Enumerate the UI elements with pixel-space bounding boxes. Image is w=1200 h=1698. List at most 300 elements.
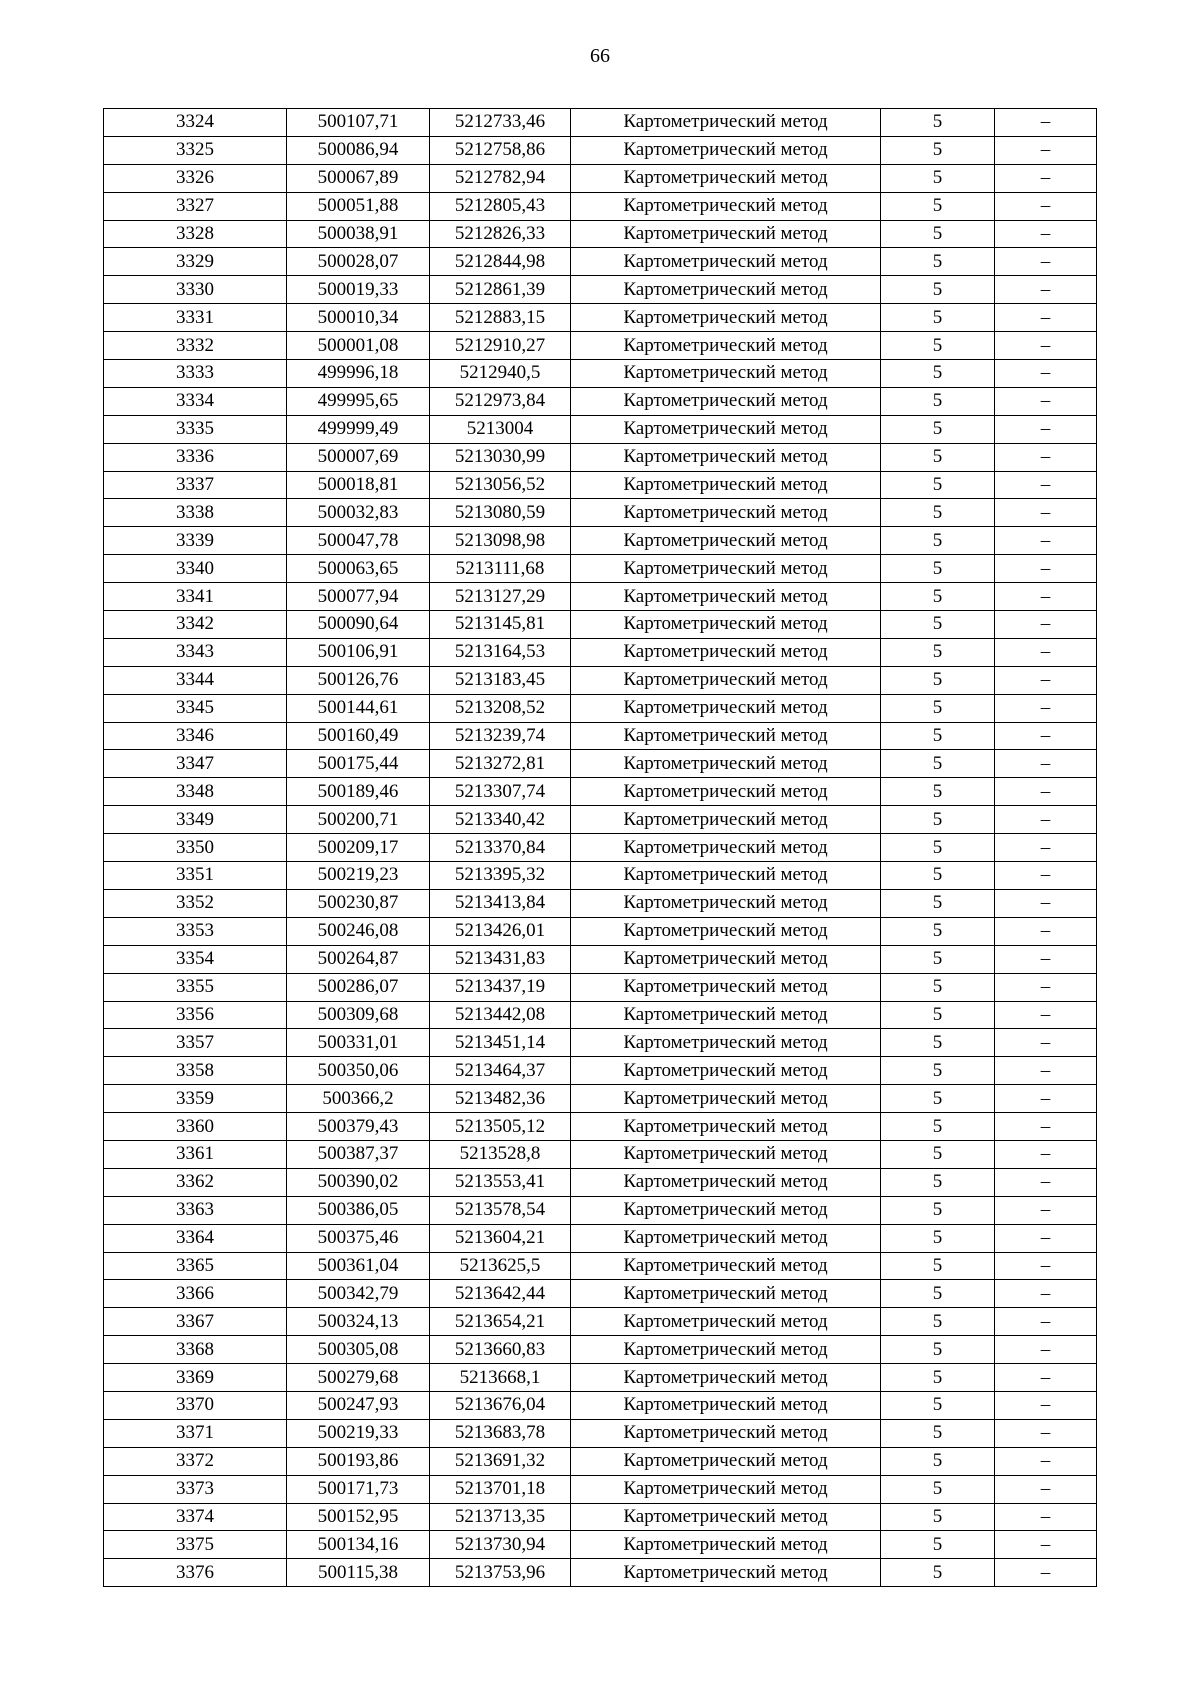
- precision-cell: 5: [881, 722, 995, 750]
- table-row: [104, 778, 1097, 806]
- point-number-cell: 3324: [104, 109, 287, 137]
- y-coordinate-cell: 5213442,08: [430, 1001, 571, 1029]
- table-body: [104, 109, 1097, 1587]
- point-number-cell: 3346: [104, 722, 287, 750]
- point-number-cell: 3337: [104, 471, 287, 499]
- description-cell: –: [995, 360, 1097, 388]
- point-number-cell: 3370: [104, 1391, 287, 1419]
- point-number-cell: 3328: [104, 220, 287, 248]
- table-row: [104, 1336, 1097, 1364]
- x-coordinate-cell: 500230,87: [287, 889, 430, 917]
- method-cell: Картометрический метод: [571, 1308, 881, 1336]
- table-row: [104, 1196, 1097, 1224]
- description-cell: –: [995, 1001, 1097, 1029]
- precision-cell: 5: [881, 889, 995, 917]
- y-coordinate-cell: 5213625,5: [430, 1252, 571, 1280]
- method-cell: Картометрический метод: [571, 694, 881, 722]
- x-coordinate-cell: 500160,49: [287, 722, 430, 750]
- table-row: [104, 806, 1097, 834]
- table-row: [104, 945, 1097, 973]
- coordinates-table: [103, 108, 1097, 1587]
- method-cell: Картометрический метод: [571, 1391, 881, 1419]
- y-coordinate-cell: 5213004: [430, 415, 571, 443]
- description-cell: –: [995, 415, 1097, 443]
- x-coordinate-cell: 500350,06: [287, 1057, 430, 1085]
- table-row: [104, 1308, 1097, 1336]
- y-coordinate-cell: 5213642,44: [430, 1280, 571, 1308]
- x-coordinate-cell: 500387,37: [287, 1140, 430, 1168]
- description-cell: –: [995, 1029, 1097, 1057]
- x-coordinate-cell: 500375,46: [287, 1224, 430, 1252]
- point-number-cell: 3361: [104, 1140, 287, 1168]
- description-cell: –: [995, 248, 1097, 276]
- point-number-cell: 3348: [104, 778, 287, 806]
- x-coordinate-cell: 500032,83: [287, 499, 430, 527]
- description-cell: –: [995, 192, 1097, 220]
- method-cell: Картометрический метод: [571, 1280, 881, 1308]
- table-row: [104, 917, 1097, 945]
- method-cell: Картометрический метод: [571, 806, 881, 834]
- method-cell: Картометрический метод: [571, 415, 881, 443]
- method-cell: Картометрический метод: [571, 443, 881, 471]
- point-number-cell: 3372: [104, 1447, 287, 1475]
- x-coordinate-cell: 500366,2: [287, 1085, 430, 1113]
- point-number-cell: 3355: [104, 973, 287, 1001]
- point-number-cell: 3347: [104, 750, 287, 778]
- precision-cell: 5: [881, 304, 995, 332]
- point-number-cell: 3353: [104, 917, 287, 945]
- point-number-cell: 3336: [104, 443, 287, 471]
- description-cell: –: [995, 1559, 1097, 1587]
- description-cell: –: [995, 917, 1097, 945]
- precision-cell: 5: [881, 1419, 995, 1447]
- table-row: [104, 136, 1097, 164]
- precision-cell: 5: [881, 471, 995, 499]
- precision-cell: 5: [881, 1113, 995, 1141]
- method-cell: Картометрический метод: [571, 248, 881, 276]
- x-coordinate-cell: 500063,65: [287, 555, 430, 583]
- table-row: [104, 1001, 1097, 1029]
- description-cell: –: [995, 109, 1097, 137]
- description-cell: –: [995, 1391, 1097, 1419]
- method-cell: Картометрический метод: [571, 1140, 881, 1168]
- table-row: [104, 722, 1097, 750]
- table-row: [104, 443, 1097, 471]
- y-coordinate-cell: 5213505,12: [430, 1113, 571, 1141]
- precision-cell: 5: [881, 1475, 995, 1503]
- precision-cell: 5: [881, 136, 995, 164]
- y-coordinate-cell: 5213056,52: [430, 471, 571, 499]
- method-cell: Картометрический метод: [571, 555, 881, 583]
- point-number-cell: 3375: [104, 1531, 287, 1559]
- precision-cell: 5: [881, 1001, 995, 1029]
- method-cell: Картометрический метод: [571, 527, 881, 555]
- x-coordinate-cell: 500115,38: [287, 1559, 430, 1587]
- point-number-cell: 3376: [104, 1559, 287, 1587]
- table-row: [104, 666, 1097, 694]
- precision-cell: 5: [881, 1503, 995, 1531]
- description-cell: –: [995, 1364, 1097, 1392]
- x-coordinate-cell: 500051,88: [287, 192, 430, 220]
- y-coordinate-cell: 5213080,59: [430, 499, 571, 527]
- table-row: [104, 583, 1097, 611]
- point-number-cell: 3327: [104, 192, 287, 220]
- table-row: [104, 1531, 1097, 1559]
- precision-cell: 5: [881, 1447, 995, 1475]
- method-cell: Картометрический метод: [571, 611, 881, 639]
- x-coordinate-cell: 500247,93: [287, 1391, 430, 1419]
- precision-cell: 5: [881, 164, 995, 192]
- precision-cell: 5: [881, 611, 995, 639]
- y-coordinate-cell: 5212910,27: [430, 332, 571, 360]
- precision-cell: 5: [881, 499, 995, 527]
- description-cell: –: [995, 164, 1097, 192]
- point-number-cell: 3369: [104, 1364, 287, 1392]
- table-row: [104, 862, 1097, 890]
- table-row: [104, 973, 1097, 1001]
- method-cell: Картометрический метод: [571, 834, 881, 862]
- table-row: [104, 1057, 1097, 1085]
- table-row: [104, 834, 1097, 862]
- y-coordinate-cell: 5213660,83: [430, 1336, 571, 1364]
- method-cell: Картометрический метод: [571, 1336, 881, 1364]
- description-cell: –: [995, 945, 1097, 973]
- table-row: [104, 248, 1097, 276]
- table-row: [104, 1140, 1097, 1168]
- table-row: [104, 1168, 1097, 1196]
- precision-cell: 5: [881, 583, 995, 611]
- description-cell: –: [995, 555, 1097, 583]
- table-row: [104, 750, 1097, 778]
- method-cell: Картометрический метод: [571, 1001, 881, 1029]
- description-cell: –: [995, 638, 1097, 666]
- method-cell: Картометрический метод: [571, 722, 881, 750]
- description-cell: –: [995, 1531, 1097, 1559]
- x-coordinate-cell: 500209,17: [287, 834, 430, 862]
- description-cell: –: [995, 1280, 1097, 1308]
- y-coordinate-cell: 5213098,98: [430, 527, 571, 555]
- y-coordinate-cell: 5213691,32: [430, 1447, 571, 1475]
- point-number-cell: 3330: [104, 276, 287, 304]
- method-cell: Картометрический метод: [571, 360, 881, 388]
- x-coordinate-cell: 500038,91: [287, 220, 430, 248]
- precision-cell: 5: [881, 1531, 995, 1559]
- x-coordinate-cell: 500010,34: [287, 304, 430, 332]
- point-number-cell: 3368: [104, 1336, 287, 1364]
- precision-cell: 5: [881, 1196, 995, 1224]
- y-coordinate-cell: 5213239,74: [430, 722, 571, 750]
- description-cell: –: [995, 1057, 1097, 1085]
- precision-cell: 5: [881, 220, 995, 248]
- description-cell: –: [995, 750, 1097, 778]
- method-cell: Картометрический метод: [571, 1085, 881, 1113]
- precision-cell: 5: [881, 415, 995, 443]
- x-coordinate-cell: 500279,68: [287, 1364, 430, 1392]
- x-coordinate-cell: 500361,04: [287, 1252, 430, 1280]
- point-number-cell: 3350: [104, 834, 287, 862]
- description-cell: –: [995, 778, 1097, 806]
- y-coordinate-cell: 5213145,81: [430, 611, 571, 639]
- x-coordinate-cell: 500047,78: [287, 527, 430, 555]
- point-number-cell: 3342: [104, 611, 287, 639]
- x-coordinate-cell: 500077,94: [287, 583, 430, 611]
- x-coordinate-cell: 499996,18: [287, 360, 430, 388]
- table-row: [104, 1224, 1097, 1252]
- method-cell: Картометрический метод: [571, 1029, 881, 1057]
- table-row: [104, 611, 1097, 639]
- precision-cell: 5: [881, 666, 995, 694]
- y-coordinate-cell: 5213127,29: [430, 583, 571, 611]
- x-coordinate-cell: 500144,61: [287, 694, 430, 722]
- description-cell: –: [995, 889, 1097, 917]
- description-cell: –: [995, 499, 1097, 527]
- precision-cell: 5: [881, 973, 995, 1001]
- point-number-cell: 3349: [104, 806, 287, 834]
- description-cell: –: [995, 1140, 1097, 1168]
- point-number-cell: 3343: [104, 638, 287, 666]
- table-row: [104, 387, 1097, 415]
- x-coordinate-cell: 500386,05: [287, 1196, 430, 1224]
- point-number-cell: 3341: [104, 583, 287, 611]
- description-cell: –: [995, 276, 1097, 304]
- method-cell: Картометрический метод: [571, 387, 881, 415]
- y-coordinate-cell: 5213307,74: [430, 778, 571, 806]
- y-coordinate-cell: 5213464,37: [430, 1057, 571, 1085]
- method-cell: Картометрический метод: [571, 1364, 881, 1392]
- method-cell: Картометрический метод: [571, 973, 881, 1001]
- point-number-cell: 3374: [104, 1503, 287, 1531]
- method-cell: Картометрический метод: [571, 136, 881, 164]
- precision-cell: 5: [881, 192, 995, 220]
- x-coordinate-cell: 500286,07: [287, 973, 430, 1001]
- y-coordinate-cell: 5213553,41: [430, 1168, 571, 1196]
- precision-cell: 5: [881, 750, 995, 778]
- x-coordinate-cell: 500200,71: [287, 806, 430, 834]
- point-number-cell: 3340: [104, 555, 287, 583]
- table-row: [104, 109, 1097, 137]
- precision-cell: 5: [881, 1391, 995, 1419]
- point-number-cell: 3367: [104, 1308, 287, 1336]
- method-cell: Картометрический метод: [571, 1113, 881, 1141]
- y-coordinate-cell: 5212805,43: [430, 192, 571, 220]
- description-cell: –: [995, 527, 1097, 555]
- description-cell: –: [995, 1308, 1097, 1336]
- description-cell: –: [995, 722, 1097, 750]
- method-cell: Картометрический метод: [571, 109, 881, 137]
- description-cell: –: [995, 973, 1097, 1001]
- description-cell: –: [995, 1252, 1097, 1280]
- description-cell: –: [995, 1085, 1097, 1113]
- description-cell: –: [995, 1168, 1097, 1196]
- description-cell: –: [995, 611, 1097, 639]
- point-number-cell: 3331: [104, 304, 287, 332]
- description-cell: –: [995, 136, 1097, 164]
- description-cell: –: [995, 1336, 1097, 1364]
- y-coordinate-cell: 5213654,21: [430, 1308, 571, 1336]
- x-coordinate-cell: 500090,64: [287, 611, 430, 639]
- precision-cell: 5: [881, 834, 995, 862]
- x-coordinate-cell: 500134,16: [287, 1531, 430, 1559]
- y-coordinate-cell: 5213482,36: [430, 1085, 571, 1113]
- method-cell: Картометрический метод: [571, 332, 881, 360]
- point-number-cell: 3363: [104, 1196, 287, 1224]
- point-number-cell: 3344: [104, 666, 287, 694]
- table-row: [104, 889, 1097, 917]
- method-cell: Картометрический метод: [571, 945, 881, 973]
- point-number-cell: 3345: [104, 694, 287, 722]
- point-number-cell: 3358: [104, 1057, 287, 1085]
- y-coordinate-cell: 5212782,94: [430, 164, 571, 192]
- table-row: [104, 164, 1097, 192]
- point-number-cell: 3365: [104, 1252, 287, 1280]
- x-coordinate-cell: 500086,94: [287, 136, 430, 164]
- precision-cell: 5: [881, 109, 995, 137]
- precision-cell: 5: [881, 862, 995, 890]
- description-cell: –: [995, 1503, 1097, 1531]
- description-cell: –: [995, 304, 1097, 332]
- x-coordinate-cell: 500107,71: [287, 109, 430, 137]
- point-number-cell: 3360: [104, 1113, 287, 1141]
- description-cell: –: [995, 332, 1097, 360]
- precision-cell: 5: [881, 276, 995, 304]
- point-number-cell: 3373: [104, 1475, 287, 1503]
- y-coordinate-cell: 5213668,1: [430, 1364, 571, 1392]
- point-number-cell: 3352: [104, 889, 287, 917]
- y-coordinate-cell: 5213753,96: [430, 1559, 571, 1587]
- method-cell: Картометрический метод: [571, 471, 881, 499]
- x-coordinate-cell: 500152,95: [287, 1503, 430, 1531]
- x-coordinate-cell: 500331,01: [287, 1029, 430, 1057]
- method-cell: Картометрический метод: [571, 192, 881, 220]
- table-row: [104, 1391, 1097, 1419]
- point-number-cell: 3371: [104, 1419, 287, 1447]
- y-coordinate-cell: 5212844,98: [430, 248, 571, 276]
- method-cell: Картометрический метод: [571, 304, 881, 332]
- x-coordinate-cell: 500390,02: [287, 1168, 430, 1196]
- x-coordinate-cell: 500324,13: [287, 1308, 430, 1336]
- table-row: [104, 1419, 1097, 1447]
- x-coordinate-cell: 500305,08: [287, 1336, 430, 1364]
- x-coordinate-cell: 500193,86: [287, 1447, 430, 1475]
- y-coordinate-cell: 5212733,46: [430, 109, 571, 137]
- description-cell: –: [995, 220, 1097, 248]
- method-cell: Картометрический метод: [571, 1252, 881, 1280]
- table-row: [104, 360, 1097, 388]
- y-coordinate-cell: 5213683,78: [430, 1419, 571, 1447]
- point-number-cell: 3364: [104, 1224, 287, 1252]
- description-cell: –: [995, 1475, 1097, 1503]
- precision-cell: 5: [881, 945, 995, 973]
- precision-cell: 5: [881, 1224, 995, 1252]
- point-number-cell: 3332: [104, 332, 287, 360]
- description-cell: –: [995, 583, 1097, 611]
- method-cell: Картометрический метод: [571, 164, 881, 192]
- precision-cell: 5: [881, 1252, 995, 1280]
- table-row: [104, 1252, 1097, 1280]
- method-cell: Картометрический метод: [571, 1531, 881, 1559]
- method-cell: Картометрический метод: [571, 220, 881, 248]
- point-number-cell: 3326: [104, 164, 287, 192]
- y-coordinate-cell: 5213578,54: [430, 1196, 571, 1224]
- y-coordinate-cell: 5212883,15: [430, 304, 571, 332]
- precision-cell: 5: [881, 1559, 995, 1587]
- description-cell: –: [995, 1447, 1097, 1475]
- y-coordinate-cell: 5213528,8: [430, 1140, 571, 1168]
- precision-cell: 5: [881, 1308, 995, 1336]
- point-number-cell: 3339: [104, 527, 287, 555]
- y-coordinate-cell: 5212861,39: [430, 276, 571, 304]
- y-coordinate-cell: 5212826,33: [430, 220, 571, 248]
- method-cell: Картометрический метод: [571, 1559, 881, 1587]
- table-row: [104, 1559, 1097, 1587]
- description-cell: –: [995, 1113, 1097, 1141]
- point-number-cell: 3366: [104, 1280, 287, 1308]
- y-coordinate-cell: 5213413,84: [430, 889, 571, 917]
- y-coordinate-cell: 5213451,14: [430, 1029, 571, 1057]
- x-coordinate-cell: 500106,91: [287, 638, 430, 666]
- precision-cell: 5: [881, 248, 995, 276]
- precision-cell: 5: [881, 1168, 995, 1196]
- x-coordinate-cell: 500171,73: [287, 1475, 430, 1503]
- method-cell: Картометрический метод: [571, 1057, 881, 1085]
- y-coordinate-cell: 5213183,45: [430, 666, 571, 694]
- method-cell: Картометрический метод: [571, 889, 881, 917]
- x-coordinate-cell: 500175,44: [287, 750, 430, 778]
- precision-cell: 5: [881, 1336, 995, 1364]
- y-coordinate-cell: 5213340,42: [430, 806, 571, 834]
- table-row: [104, 499, 1097, 527]
- y-coordinate-cell: 5213164,53: [430, 638, 571, 666]
- precision-cell: 5: [881, 1057, 995, 1085]
- method-cell: Картометрический метод: [571, 666, 881, 694]
- point-number-cell: 3325: [104, 136, 287, 164]
- table-row: [104, 276, 1097, 304]
- precision-cell: 5: [881, 1280, 995, 1308]
- point-number-cell: 3329: [104, 248, 287, 276]
- method-cell: Картометрический метод: [571, 1196, 881, 1224]
- precision-cell: 5: [881, 917, 995, 945]
- x-coordinate-cell: 500219,33: [287, 1419, 430, 1447]
- precision-cell: 5: [881, 778, 995, 806]
- precision-cell: 5: [881, 1140, 995, 1168]
- method-cell: Картометрический метод: [571, 1475, 881, 1503]
- x-coordinate-cell: 500001,08: [287, 332, 430, 360]
- precision-cell: 5: [881, 555, 995, 583]
- point-number-cell: 3357: [104, 1029, 287, 1057]
- description-cell: –: [995, 443, 1097, 471]
- table-row: [104, 555, 1097, 583]
- precision-cell: 5: [881, 1029, 995, 1057]
- y-coordinate-cell: 5213604,21: [430, 1224, 571, 1252]
- y-coordinate-cell: 5213701,18: [430, 1475, 571, 1503]
- y-coordinate-cell: 5212973,84: [430, 387, 571, 415]
- description-cell: –: [995, 694, 1097, 722]
- table-row: [104, 1447, 1097, 1475]
- method-cell: Картометрический метод: [571, 750, 881, 778]
- point-number-cell: 3338: [104, 499, 287, 527]
- description-cell: –: [995, 471, 1097, 499]
- page-number: 66: [590, 45, 610, 67]
- precision-cell: 5: [881, 638, 995, 666]
- method-cell: Картометрический метод: [571, 1168, 881, 1196]
- description-cell: –: [995, 1419, 1097, 1447]
- precision-cell: 5: [881, 387, 995, 415]
- description-cell: –: [995, 666, 1097, 694]
- y-coordinate-cell: 5213272,81: [430, 750, 571, 778]
- x-coordinate-cell: 500019,33: [287, 276, 430, 304]
- description-cell: –: [995, 834, 1097, 862]
- description-cell: –: [995, 806, 1097, 834]
